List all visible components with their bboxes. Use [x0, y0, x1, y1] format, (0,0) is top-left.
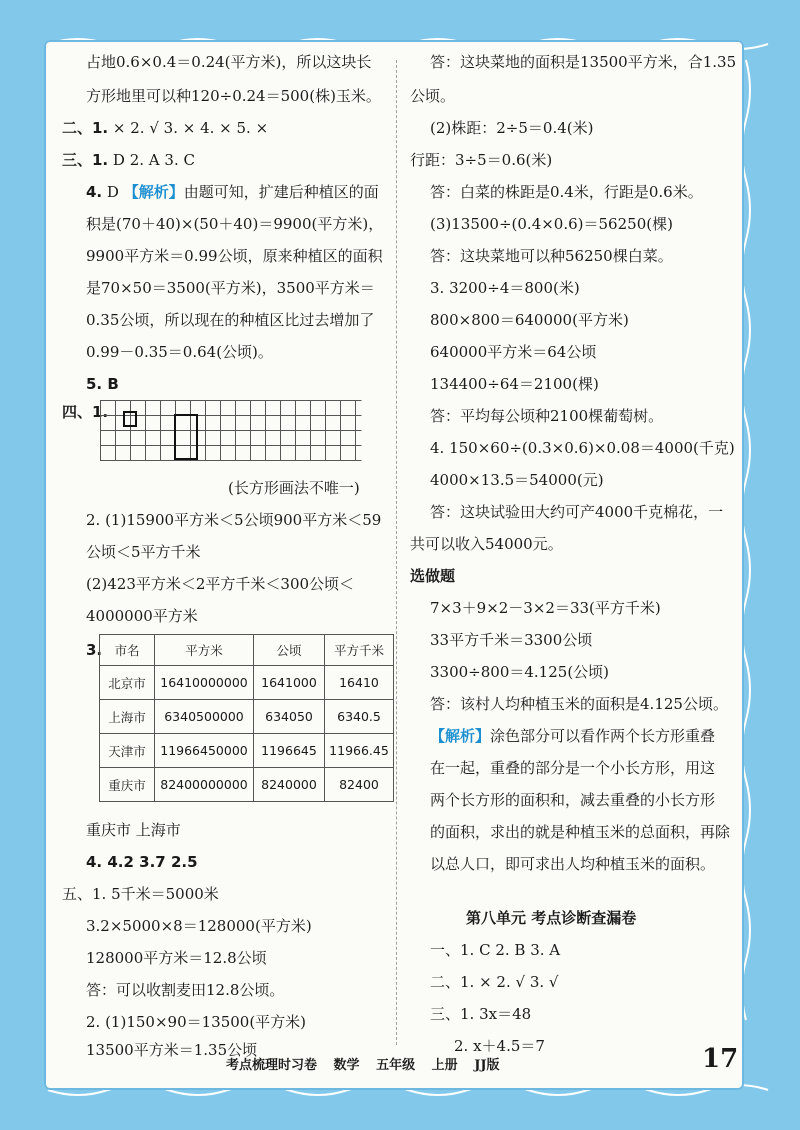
table-cell: 11966.45	[325, 734, 394, 768]
unit-title: 第八单元 考点诊断查漏卷	[466, 909, 637, 927]
optional-line-3: 3300÷800＝4.125(公顷)	[430, 663, 610, 681]
optional-analysis-line-1	[430, 726, 715, 746]
section-2-label: 二、1.	[62, 119, 109, 137]
right-line-9: 800×800＝640000(平方米)	[430, 311, 629, 329]
unit-answers-1: 一、1. C 2. B 3. A	[430, 941, 561, 959]
optional-analysis-line-3: 两个长方形的面积和，减去重叠的小长方形	[430, 791, 716, 809]
optional-line-2: 33平方千米＝3300公顷	[430, 631, 593, 649]
page-footer	[226, 1054, 512, 1073]
right-line-16: 共可以收入54000元。	[410, 535, 563, 553]
page-number: 17	[702, 1044, 739, 1074]
section-4-label: 四、1.	[62, 403, 109, 421]
right-line-15: 答：这块试验田大约可产4000千克棉花，一	[430, 503, 724, 521]
footer-grade: 五年级	[376, 1058, 416, 1073]
q2-line-1: 2. (1)15900平方米＜5公顷900平方米＜59	[86, 511, 382, 529]
q4-answer: D	[106, 183, 119, 201]
s5-line-4: 答：可以收割麦田12.8公顷。	[86, 981, 285, 999]
section-3-answers	[62, 150, 195, 170]
left-line-2: 方形地里可以种120÷0.24＝500(株)玉米。	[86, 87, 381, 105]
area-conversion-table	[99, 634, 394, 802]
table-cell: 重庆市	[100, 768, 155, 802]
table-header-cell: 平方千米	[325, 635, 394, 666]
table-header-cell: 平方米	[155, 635, 254, 666]
q4-number: 4.	[86, 183, 103, 201]
unit-answers-4: 2. x＋4.5＝7	[454, 1037, 545, 1055]
right-line-2: 公顷。	[410, 87, 456, 105]
q3-answer: 重庆市 上海市	[86, 821, 181, 839]
grid-note: (长方形画法不唯一)	[228, 479, 360, 497]
optional-line-1: 7×3＋9×2－3×2＝33(平方千米)	[430, 599, 661, 617]
right-line-5: 答：白菜的株距是0.4米，行距是0.6米。	[430, 183, 703, 201]
table-row	[100, 666, 394, 700]
s5-line-2: 3.2×5000×8＝128000(平方米)	[86, 917, 312, 935]
q4-line-2: 积是(70＋40)×(50＋40)＝9900(平方米)，	[86, 215, 384, 233]
right-line-10: 640000平方米＝64公顷	[430, 343, 597, 361]
footer-term: 上册	[431, 1058, 458, 1073]
q4-line-3: 9900平方米＝0.99公顷，原来种植区的面积	[86, 247, 383, 265]
right-line-14: 4000×13.5＝54000(元)	[430, 471, 604, 489]
table-cell: 6340.5	[325, 700, 394, 734]
q4b-answer: 4. 4.2 3.7 2.5	[86, 853, 198, 871]
q4-line-1: 由题可知，扩建后种植区的面	[183, 183, 379, 201]
table-cell: 天津市	[100, 734, 155, 768]
q4-first-line	[86, 182, 379, 202]
unit-answers-2: 二、1. × 2. √ 3. √	[430, 973, 559, 991]
right-line-13: 4. 150×60÷(0.3×0.6)×0.08＝4000(千克)	[430, 439, 735, 457]
table-row	[100, 700, 394, 734]
table-cell: 82400000000	[155, 768, 254, 802]
section-2-answers	[62, 118, 268, 138]
right-line-6: (3)13500÷(0.4×0.6)＝56250(棵)	[430, 215, 673, 233]
q4-line-4: 是70×50＝3500(平方米)，3500平方米＝	[86, 279, 375, 297]
drawing-grid	[100, 400, 362, 462]
section-3-label: 三、1.	[62, 151, 109, 169]
s5-line-6: 13500平方米＝1.35公顷	[86, 1041, 258, 1059]
right-line-12: 答：平均每公顷种2100棵葡萄树。	[430, 407, 664, 425]
column-divider	[396, 60, 397, 1045]
optional-line-4: 答：该村人均种植玉米的面积是4.125公顷。	[430, 695, 728, 713]
right-line-1: 答：这块菜地的面积是13500平方米，合1.35	[430, 53, 737, 71]
table-cell: 上海市	[100, 700, 155, 734]
optional-section-title: 选做题	[410, 567, 456, 585]
q3-number: 3.	[86, 641, 103, 659]
table-cell: 1196645	[254, 734, 325, 768]
table-cell: 82400	[325, 768, 394, 802]
table-header-cell: 公顷	[254, 635, 325, 666]
section-3-items: D 2. A 3. C	[112, 151, 195, 169]
q5-answer: 5. B	[86, 375, 119, 393]
table-cell: 6340500000	[155, 700, 254, 734]
table-cell: 11966450000	[155, 734, 254, 768]
large-rectangle-drawing	[175, 415, 197, 459]
s5-line-3: 128000平方米＝12.8公顷	[86, 949, 267, 967]
table-row	[100, 768, 394, 802]
right-line-4: 行距：3÷5＝0.6(米)	[410, 151, 553, 169]
optional-analysis-line-2: 在一起，重叠的部分是一个小长方形，用这	[430, 759, 716, 777]
table-cell: 1641000	[254, 666, 325, 700]
left-line-1: 占地0.6×0.4＝0.24(平方米)，所以这块长	[86, 53, 372, 71]
unit-answers-3: 三、1. 3x＝48	[430, 1005, 532, 1023]
table-cell: 634050	[254, 700, 325, 734]
right-line-11: 134400÷64＝2100(棵)	[430, 375, 599, 393]
right-line-7: 答：这块菜地可以种56250棵白菜。	[430, 247, 673, 265]
footer-book: 考点梳理时习卷	[226, 1058, 318, 1073]
right-line-3: (2)株距：2÷5＝0.4(米)	[430, 119, 594, 137]
s5-line-5: 2. (1)150×90＝13500(平方米)	[86, 1013, 307, 1031]
footer-edition: JJ版	[474, 1058, 500, 1073]
s5-line-1: 五、1. 5千米＝5000米	[62, 885, 219, 903]
q2-line-3: (2)423平方米＜2平方千米＜300公顷＜	[86, 575, 355, 593]
q2-line-2: 公顷＜5平方千米	[86, 543, 201, 561]
q4-line-6: 0.99－0.35＝0.64(公顷)。	[86, 343, 273, 361]
optional-analysis-line-5: 以总人口，即可求出人均种植玉米的面积。	[430, 855, 716, 873]
q4-analysis-tag: 【解析】	[123, 183, 184, 201]
footer-subject: 数学	[333, 1058, 360, 1073]
table-header-row	[100, 635, 394, 666]
q4-line-5: 0.35公顷，所以现在的种植区比过去增加了	[86, 311, 375, 329]
table-header-cell: 市名	[100, 635, 155, 666]
table-cell: 8240000	[254, 768, 325, 802]
table-cell: 北京市	[100, 666, 155, 700]
table-row	[100, 734, 394, 768]
optional-analysis-line-4: 的面积，求出的就是种植玉米的总面积，再除	[430, 823, 731, 841]
right-line-8: 3. 3200÷4＝800(米)	[430, 279, 580, 297]
optional-analysis-tag: 【解析】	[430, 727, 491, 745]
q2-line-4: 4000000平方米	[86, 607, 198, 625]
table-cell: 16410	[325, 666, 394, 700]
optional-analysis-text: 涂色部分可以看作两个长方形重叠	[490, 727, 716, 745]
section-2-items: × 2. √ 3. × 4. × 5. ×	[112, 119, 269, 137]
table-cell: 16410000000	[155, 666, 254, 700]
